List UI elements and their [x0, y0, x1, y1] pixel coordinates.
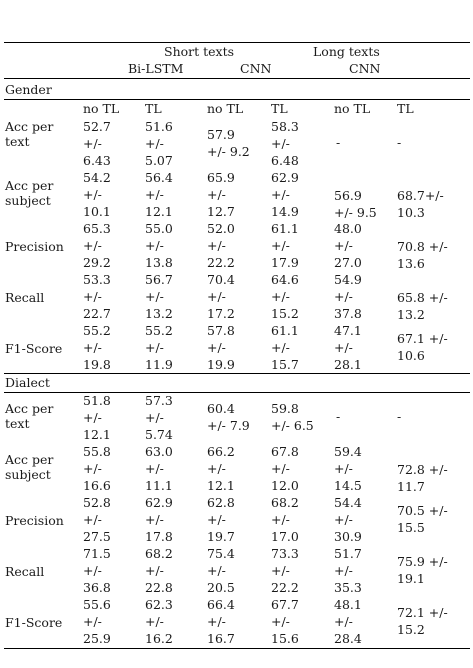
cell-cnn-long-no-tl: 54.9 +/- 37.8 — [334, 272, 362, 321]
row-label: Acc per subject — [5, 452, 54, 482]
cell-cnn-short-no-tl: 70.4 +/- 17.2 — [207, 272, 235, 321]
cell-bilstm-no-tl: 55.2 +/- 19.8 — [83, 323, 111, 372]
cell-cnn-long-no-tl: 51.7 +/- 35.3 — [334, 546, 362, 595]
row-label: Acc per text — [5, 119, 54, 149]
cell-cnn-short-no-tl: 66.2 +/- 12.1 — [207, 444, 235, 493]
cell-cnn-long-no-tl: - — [336, 135, 341, 150]
header-long-texts: Long texts — [313, 44, 380, 59]
cell-cnn-long-tl: 72.8 +/- 11.7 — [397, 462, 448, 494]
col-label-no-tl-bilstm: no TL — [83, 101, 120, 116]
cell-cnn-long-no-tl: 59.4 +/- 14.5 — [334, 444, 362, 493]
header-cnn-long: CNN — [349, 61, 381, 76]
col-label-tl-cnn-short: TL — [271, 101, 288, 116]
cell-cnn-short-tl: 64.6 +/- 15.2 — [271, 272, 299, 321]
cell-cnn-short-tl: 58.3 +/- 6.48 — [271, 119, 299, 168]
col-label-no-tl-cnn-long: no TL — [334, 101, 371, 116]
dialect-top-rule — [4, 373, 470, 374]
cell-bilstm-tl: 56.7 +/- 13.2 — [145, 272, 173, 321]
cell-cnn-short-no-tl: 66.4 +/- 16.7 — [207, 597, 235, 646]
cell-cnn-short-tl: 59.8 +/- 6.5 — [271, 401, 314, 433]
cell-cnn-long-tl: 65.8 +/- 13.2 — [397, 290, 448, 322]
cell-bilstm-tl: 68.2 +/- 22.8 — [145, 546, 173, 595]
cell-bilstm-no-tl: 52.7 +/- 6.43 — [83, 119, 111, 168]
cell-cnn-short-tl: 61.1 +/- 15.7 — [271, 323, 299, 372]
row-label: Recall — [5, 290, 45, 305]
cell-cnn-long-no-tl: - — [336, 409, 341, 424]
cell-bilstm-tl: 51.6 +/- 5.07 — [145, 119, 173, 168]
cell-cnn-short-tl: 61.1 +/- 17.9 — [271, 221, 299, 270]
cell-bilstm-no-tl: 55.8 +/- 16.6 — [83, 444, 111, 493]
row-label: Recall — [5, 564, 45, 579]
cell-cnn-short-no-tl: 65.9 +/- 12.7 — [207, 170, 235, 219]
top-rule — [4, 42, 470, 43]
cell-cnn-long-no-tl: 47.1 +/- 28.1 — [334, 323, 362, 372]
cell-cnn-long-no-tl: 54.4 +/- 30.9 — [334, 495, 362, 544]
cell-bilstm-tl: 57.3 +/- 5.74 — [145, 393, 173, 442]
cell-bilstm-tl: 56.4 +/- 12.1 — [145, 170, 173, 219]
cell-cnn-short-no-tl: 60.4 +/- 7.9 — [207, 401, 250, 433]
header-bilstm: Bi-LSTM — [128, 61, 184, 76]
gender-rule — [4, 99, 470, 100]
cell-cnn-long-no-tl: 56.9 +/- 9.5 — [334, 188, 377, 220]
cell-cnn-long-no-tl: 48.0 +/- 27.0 — [334, 221, 362, 270]
row-label: F1-Score — [5, 341, 63, 356]
cell-cnn-short-no-tl: 57.8 +/- 19.9 — [207, 323, 235, 372]
cell-cnn-long-tl: 70.8 +/- 13.6 — [397, 239, 448, 271]
cell-cnn-short-no-tl: 52.0 +/- 22.2 — [207, 221, 235, 270]
cell-cnn-long-tl: 75.9 +/- 19.1 — [397, 554, 448, 586]
cell-bilstm-no-tl: 52.8 +/- 27.5 — [83, 495, 111, 544]
cell-cnn-short-tl: 68.2 +/- 17.0 — [271, 495, 299, 544]
col-label-tl-bilstm: TL — [145, 101, 162, 116]
header-cnn-short: CNN — [240, 61, 272, 76]
row-label: Acc per text — [5, 401, 54, 431]
cell-cnn-long-tl: 67.1 +/- 10.6 — [397, 331, 448, 363]
cell-cnn-short-no-tl: 62.8 +/- 19.7 — [207, 495, 235, 544]
bottom-rule — [4, 648, 470, 649]
cell-bilstm-tl: 62.3 +/- 16.2 — [145, 597, 173, 646]
cell-cnn-short-tl: 62.9 +/- 14.9 — [271, 170, 299, 219]
cell-cnn-long-tl: 70.5 +/- 15.5 — [397, 503, 448, 535]
cell-bilstm-no-tl: 51.8 +/- 12.1 — [83, 393, 111, 442]
cell-bilstm-no-tl: 65.3 +/- 29.2 — [83, 221, 111, 270]
header-rule — [4, 78, 470, 79]
cell-cnn-short-tl: 73.3 +/- 22.2 — [271, 546, 299, 595]
cell-bilstm-tl: 62.9 +/- 17.8 — [145, 495, 173, 544]
dialect-rule — [4, 392, 470, 393]
cell-cnn-short-tl: 67.8 +/- 12.0 — [271, 444, 299, 493]
cell-bilstm-tl: 55.0 +/- 13.8 — [145, 221, 173, 270]
row-label: F1-Score — [5, 615, 63, 630]
cell-cnn-long-tl: 68.7+/- 10.3 — [397, 188, 444, 220]
cell-bilstm-no-tl: 55.6 +/- 25.9 — [83, 597, 111, 646]
section-dialect: Dialect — [5, 375, 50, 390]
row-label: Acc per subject — [5, 178, 54, 208]
row-label: Precision — [5, 239, 64, 254]
cell-cnn-long-tl: 72.1 +/- 15.2 — [397, 605, 448, 637]
cell-bilstm-tl: 55.2 +/- 11.9 — [145, 323, 173, 372]
col-label-no-tl-cnn-short: no TL — [207, 101, 244, 116]
cell-cnn-long-tl: - — [397, 135, 402, 150]
cell-cnn-short-tl: 67.7 +/- 15.6 — [271, 597, 299, 646]
cell-cnn-long-no-tl: 48.1 +/- 28.4 — [334, 597, 362, 646]
cell-cnn-long-tl: - — [397, 409, 402, 424]
cell-cnn-short-no-tl: 75.4 +/- 20.5 — [207, 546, 235, 595]
header-short-texts: Short texts — [164, 44, 235, 59]
section-gender: Gender — [5, 82, 52, 97]
cell-bilstm-no-tl: 53.3 +/- 22.7 — [83, 272, 111, 321]
cell-bilstm-no-tl: 71.5 +/- 36.8 — [83, 546, 111, 595]
col-label-tl-cnn-long: TL — [397, 101, 414, 116]
cell-bilstm-no-tl: 54.2 +/- 10.1 — [83, 170, 111, 219]
cell-bilstm-tl: 63.0 +/- 11.1 — [145, 444, 173, 493]
cell-cnn-short-no-tl: 57.9 +/- 9.2 — [207, 127, 250, 159]
row-label: Precision — [5, 513, 64, 528]
